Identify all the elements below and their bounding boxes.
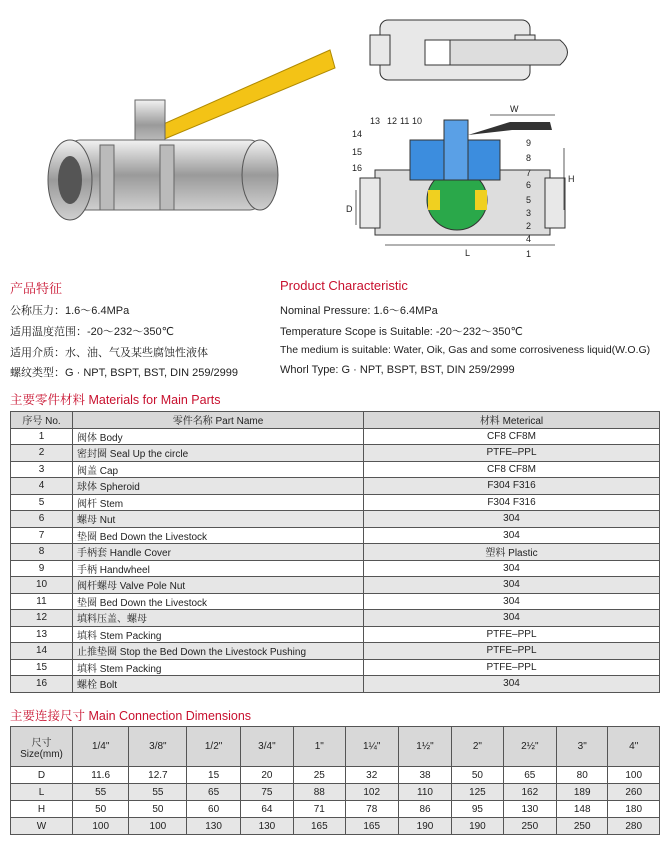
product-title-en: Product Characteristic	[280, 278, 408, 293]
dimensions-header-size-line: Size(mm)	[20, 748, 63, 760]
materials-row	[11, 527, 660, 544]
dimensions-cell: 190	[398, 818, 451, 835]
materials-cell-material: 304	[364, 560, 660, 577]
spec-en-medium: The medium is suitable: Water, Oik, Gas and some corrosiveness liquid(W.O.G)	[280, 344, 651, 356]
dimensions-cell: 130	[187, 818, 240, 835]
materials-row	[11, 577, 660, 594]
spec-cn-thread: 螺纹类型：G · NPT, BSPT, BST, DIN 259/2999	[10, 367, 239, 379]
materials-cell-no: 16	[11, 676, 73, 693]
materials-cell-no: 5	[11, 494, 73, 511]
dimensions-cell: 102	[345, 784, 398, 801]
spec-cn-temperature: 适用温度范围：-20～232～350℃	[10, 326, 174, 338]
materials-row	[11, 494, 660, 511]
dimensions-header-nominal-size: 3/8"	[129, 727, 187, 767]
callout-7: 7	[526, 168, 532, 178]
callout-6: 6	[526, 180, 532, 190]
dimensions-cell: 148	[556, 801, 607, 818]
drawing-dim-d: D	[346, 204, 353, 214]
dimensions-cell: 280	[608, 818, 660, 835]
drawing-dim-l: L	[465, 248, 471, 258]
materials-row	[11, 511, 660, 528]
callout-13: 13	[370, 116, 381, 126]
materials-cell-material: PTFE–PPL	[364, 626, 660, 643]
materials-cell-material: 304	[364, 610, 660, 627]
dimensions-row	[11, 801, 660, 818]
drawing-dim-h: H	[568, 174, 575, 184]
dimensions-cell: 20	[240, 767, 293, 784]
materials-row	[11, 445, 660, 462]
materials-cell-material: 304	[364, 676, 660, 693]
materials-cell-part: 垫圈 Bed Down the Livestock	[73, 593, 364, 610]
dimensions-header-size-line: 尺寸	[31, 737, 52, 749]
materials-cell-material: CF8 CF8M	[364, 461, 660, 478]
materials-cell-no: 10	[11, 577, 73, 594]
materials-cell-part: 螺栓 Bolt	[73, 676, 364, 693]
spec-cn-pressure: 公称压力：1.6～6.4MPa	[10, 305, 130, 317]
materials-cell-part: 填料 Stem Packing	[73, 626, 364, 643]
dimensions-row-label: H	[11, 801, 73, 818]
materials-title: 主要零件材料 Materials for Main Parts	[10, 393, 221, 407]
materials-header-row	[11, 412, 660, 429]
materials-cell-material: PTFE–PPL	[364, 643, 660, 660]
materials-cell-part: 球体 Spheroid	[73, 478, 364, 495]
materials-row	[11, 626, 660, 643]
dimensions-row-label: W	[11, 818, 73, 835]
materials-row	[11, 610, 660, 627]
materials-cell-part: 阀盖 Cap	[73, 461, 364, 478]
materials-cell-no: 9	[11, 560, 73, 577]
materials-table	[10, 411, 660, 693]
dimensions-cell: 80	[556, 767, 607, 784]
materials-cell-no: 7	[11, 527, 73, 544]
dimensions-cell: 110	[398, 784, 451, 801]
dimensions-cell: 250	[503, 818, 556, 835]
dimensions-cell: 189	[556, 784, 607, 801]
dimensions-cell: 100	[129, 818, 187, 835]
dimensions-cell: 50	[129, 801, 187, 818]
dimensions-cell: 50	[452, 767, 503, 784]
dimensions-cell: 180	[608, 801, 660, 818]
spec-en-pressure: Nominal Pressure: 1.6～6.4MPa	[280, 305, 438, 317]
materials-cell-no: 13	[11, 626, 73, 643]
dimensions-header-row	[11, 727, 660, 767]
spec-cn-medium: 适用介质：水、油、气及某些腐蚀性液体	[10, 347, 208, 359]
materials-cell-material: 塑料 Plastic	[364, 544, 660, 561]
materials-row	[11, 461, 660, 478]
dimensions-header-nominal-size: 1½"	[398, 727, 451, 767]
materials-cell-material: F304 F316	[364, 478, 660, 495]
dimensions-cell: 55	[73, 784, 129, 801]
materials-cell-part: 阀杆 Stem	[73, 494, 364, 511]
dimensions-cell: 55	[129, 784, 187, 801]
materials-cell-material: 304	[364, 511, 660, 528]
callout-12: 12	[387, 116, 398, 126]
valve-technical-drawing	[340, 0, 670, 272]
materials-cell-material: 304	[364, 577, 660, 594]
dimensions-cell: 38	[398, 767, 451, 784]
materials-cell-part: 填料 Stem Packing	[73, 659, 364, 676]
callout-5: 5	[526, 195, 532, 205]
dimensions-cell: 65	[187, 784, 240, 801]
dimensions-header-nominal-size: 3"	[556, 727, 607, 767]
dimensions-header-nominal-size: 1¼"	[345, 727, 398, 767]
callout-15: 15	[352, 147, 363, 157]
materials-cell-no: 4	[11, 478, 73, 495]
dimensions-row	[11, 818, 660, 835]
dimensions-cell: 130	[503, 801, 556, 818]
dimensions-header-nominal-size: 1"	[294, 727, 345, 767]
materials-row	[11, 593, 660, 610]
dimensions-header-nominal-size: 2½"	[503, 727, 556, 767]
materials-cell-part: 密封圈 Seal Up the circle	[73, 445, 364, 462]
callout-11: 11	[400, 116, 410, 126]
materials-cell-material: F304 F316	[364, 494, 660, 511]
valve-photo	[40, 40, 340, 260]
materials-cell-no: 3	[11, 461, 73, 478]
dimensions-header-nominal-size: 3/4"	[240, 727, 293, 767]
dimensions-table	[10, 726, 660, 835]
materials-row	[11, 659, 660, 676]
dimensions-row	[11, 767, 660, 784]
dimensions-cell: 25	[294, 767, 345, 784]
dimensions-title: 主要连接尺寸 Main Connection Dimensions	[10, 709, 252, 723]
callout-2: 2	[526, 221, 532, 231]
materials-cell-material: PTFE–PPL	[364, 445, 660, 462]
callout-9: 9	[526, 138, 532, 148]
materials-row	[11, 478, 660, 495]
dimensions-header-nominal-size: 2"	[452, 727, 503, 767]
materials-cell-no: 2	[11, 445, 73, 462]
dimensions-cell: 86	[398, 801, 451, 818]
dimensions-cell: 95	[452, 801, 503, 818]
callout-8: 8	[526, 153, 532, 163]
dimensions-cell: 78	[345, 801, 398, 818]
dimensions-cell: 250	[556, 818, 607, 835]
materials-cell-part: 阀杆螺母 Valve Pole Nut	[73, 577, 364, 594]
materials-cell-no: 11	[11, 593, 73, 610]
callout-4: 4	[526, 234, 532, 244]
materials-cell-part: 止推垫圈 Stop the Bed Down the Livestock Pushing	[73, 643, 364, 660]
dimensions-cell: 71	[294, 801, 345, 818]
dimensions-cell: 190	[452, 818, 503, 835]
dimensions-cell: 100	[608, 767, 660, 784]
product-title-cn: 产品特征	[10, 281, 63, 296]
materials-cell-part: 垫圈 Bed Down the Livestock	[73, 527, 364, 544]
dimensions-cell: 60	[187, 801, 240, 818]
drawing-dim-w: W	[510, 104, 519, 114]
dimensions-header-nominal-size: 4"	[608, 727, 660, 767]
dimensions-cell: 130	[240, 818, 293, 835]
dimensions-cell: 11.6	[73, 767, 129, 784]
materials-row	[11, 560, 660, 577]
dimensions-cell: 50	[73, 801, 129, 818]
materials-header-material: 材料 Meterical	[364, 412, 660, 429]
materials-header-part: 零件名称 Part Name	[73, 412, 364, 429]
materials-cell-no: 6	[11, 511, 73, 528]
materials-row	[11, 428, 660, 445]
materials-cell-no: 12	[11, 610, 73, 627]
materials-cell-no: 8	[11, 544, 73, 561]
callout-16: 16	[352, 163, 363, 173]
dimensions-cell: 125	[452, 784, 503, 801]
dimensions-header-nominal-size: 1/4"	[73, 727, 129, 767]
dimensions-cell: 100	[73, 818, 129, 835]
materials-cell-material: CF8 CF8M	[364, 428, 660, 445]
product-illustrations	[0, 0, 670, 272]
dimensions-cell: 165	[294, 818, 345, 835]
dimensions-cell: 32	[345, 767, 398, 784]
materials-cell-no: 15	[11, 659, 73, 676]
materials-cell-part: 手柄套 Handle Cover	[73, 544, 364, 561]
materials-row	[11, 676, 660, 693]
dimensions-cell: 162	[503, 784, 556, 801]
dimensions-cell: 260	[608, 784, 660, 801]
materials-cell-part: 手柄 Handwheel	[73, 560, 364, 577]
dimensions-cell: 65	[503, 767, 556, 784]
spec-en-temperature: Temperature Scope is Suitable: -20～232～350℃	[280, 326, 523, 338]
dimensions-row-label: D	[11, 767, 73, 784]
materials-row	[11, 643, 660, 660]
dimensions-cell: 88	[294, 784, 345, 801]
materials-cell-material: PTFE–PPL	[364, 659, 660, 676]
dimensions-row	[11, 784, 660, 801]
dimensions-cell: 165	[345, 818, 398, 835]
materials-cell-material: 304	[364, 527, 660, 544]
materials-cell-part: 螺母 Nut	[73, 511, 364, 528]
dimensions-header-size	[11, 727, 73, 767]
materials-cell-material: 304	[364, 593, 660, 610]
callout-10: 10	[412, 116, 423, 126]
dimensions-cell: 64	[240, 801, 293, 818]
dimensions-cell: 75	[240, 784, 293, 801]
materials-header-no: 序号 No.	[11, 412, 73, 429]
callout-3: 3	[526, 208, 532, 218]
callout-1: 1	[526, 249, 532, 259]
dimensions-header-nominal-size: 1/2"	[187, 727, 240, 767]
materials-cell-no: 1	[11, 428, 73, 445]
dimensions-cell: 12.7	[129, 767, 187, 784]
spec-en-thread: Whorl Type: G · NPT, BSPT, BST, DIN 259/2999	[280, 364, 515, 376]
materials-row	[11, 544, 660, 561]
materials-cell-no: 14	[11, 643, 73, 660]
callout-14: 14	[352, 129, 363, 139]
dimensions-row-label: L	[11, 784, 73, 801]
dimensions-cell: 15	[187, 767, 240, 784]
materials-cell-part: 填料压盖、螺母	[73, 610, 364, 627]
materials-cell-part: 阀体 Body	[73, 428, 364, 445]
